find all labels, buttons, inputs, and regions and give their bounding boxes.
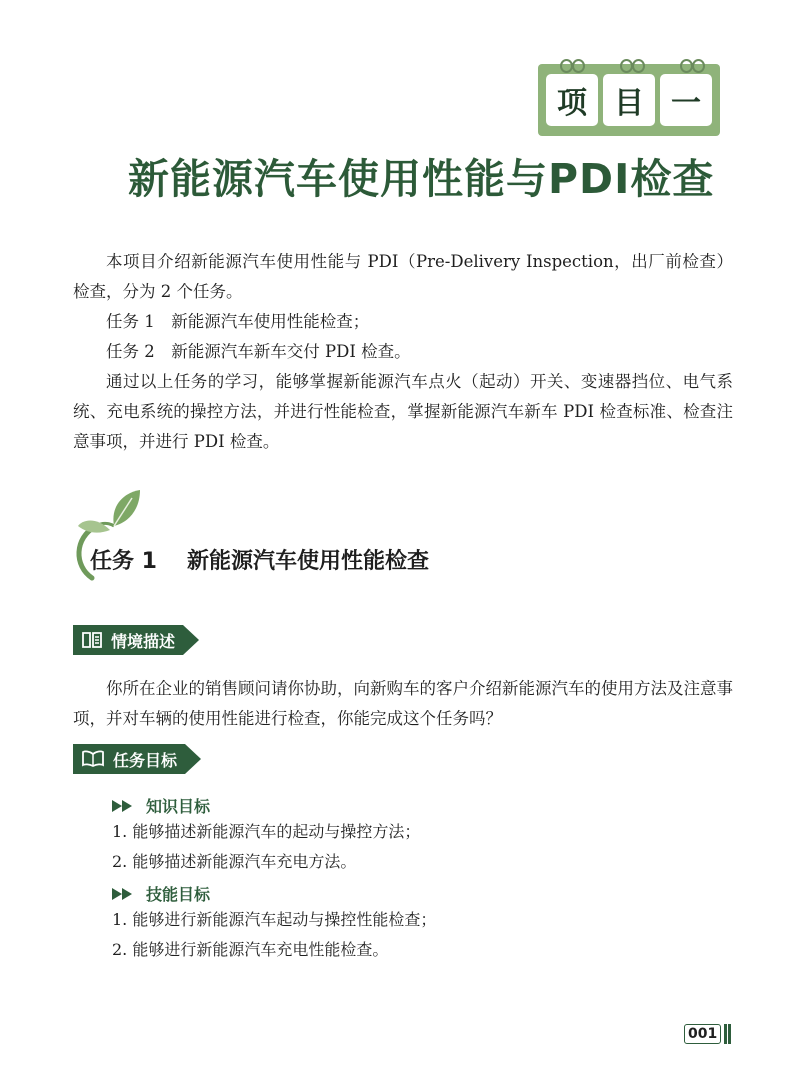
badge-char: 项 xyxy=(546,74,598,126)
ring-icon xyxy=(572,59,585,73)
intro-paragraph: 本项目介绍新能源汽车使用性能与 PDI（Pre-Delivery Inspection，出厂前检查）检查，分为 2 个任务。 xyxy=(73,252,733,301)
section-tag-label: 任务目标 xyxy=(113,750,178,770)
open-book-icon xyxy=(81,750,105,768)
intro-section xyxy=(73,247,733,457)
skill-list xyxy=(112,905,436,965)
tag-arrow xyxy=(183,625,199,655)
page-number xyxy=(684,1023,731,1045)
badge-char: 目 xyxy=(603,74,655,126)
list-item: 1. 能够描述新能源汽车的起动与操控方法； xyxy=(112,822,421,841)
task-heading xyxy=(90,544,429,575)
task-title: 新能源汽车使用性能检查 xyxy=(186,549,429,574)
scenario-text: 你所在企业的销售顾问请你协助，向新购车的客户介绍新能源汽车的使用方法及注意事项，并对车辆的使用性能进行检查，你能完成这个任务吗？ xyxy=(73,679,733,728)
intro-paragraph-2: 通过以上任务的学习，能够掌握新能源汽车点火（起动）开关、变速器挡位、电气系统、充电系统的操控方法，并进行性能检查，掌握新能源汽车新车 PDI 检查标准、检查注意事项，并进行 PDI 检查。 xyxy=(73,372,733,451)
section-tag-scenario xyxy=(73,625,199,655)
badge-char: 一 xyxy=(660,74,712,126)
page-number-text: 001 xyxy=(684,1024,721,1044)
book-icon xyxy=(81,631,103,649)
section-tag-label: 情境描述 xyxy=(111,631,176,651)
section-tag-objectives xyxy=(73,744,201,774)
knowledge-objectives-heading xyxy=(112,794,210,817)
list-item: 1. 能够进行新能源汽车起动与操控性能检查； xyxy=(112,910,437,929)
knowledge-objectives-label: 知识目标 xyxy=(146,797,211,816)
tag-arrow xyxy=(185,744,201,774)
task-number: 任务 1 xyxy=(90,549,157,574)
skill-objectives-label: 技能目标 xyxy=(146,885,211,904)
page-title: 新能源汽车使用性能与PDI检查 xyxy=(128,155,715,203)
knowledge-list xyxy=(112,817,420,877)
list-item: 2. 能够进行新能源汽车充电性能检查。 xyxy=(112,940,389,959)
scenario-section xyxy=(73,674,733,734)
skill-objectives-heading xyxy=(112,882,210,905)
page-number-bars xyxy=(723,1024,731,1044)
project-badge xyxy=(538,64,720,136)
ring-icon xyxy=(632,59,645,73)
list-item: 2. 能够描述新能源汽车充电方法。 xyxy=(112,852,357,871)
intro-task-1: 任务 1 新能源汽车使用性能检查； xyxy=(106,312,370,331)
intro-task-2: 任务 2 新能源汽车新车交付 PDI 检查。 xyxy=(106,342,411,361)
double-arrow-icon xyxy=(112,800,134,812)
ring-icon xyxy=(692,59,705,73)
double-arrow-icon xyxy=(112,888,134,900)
